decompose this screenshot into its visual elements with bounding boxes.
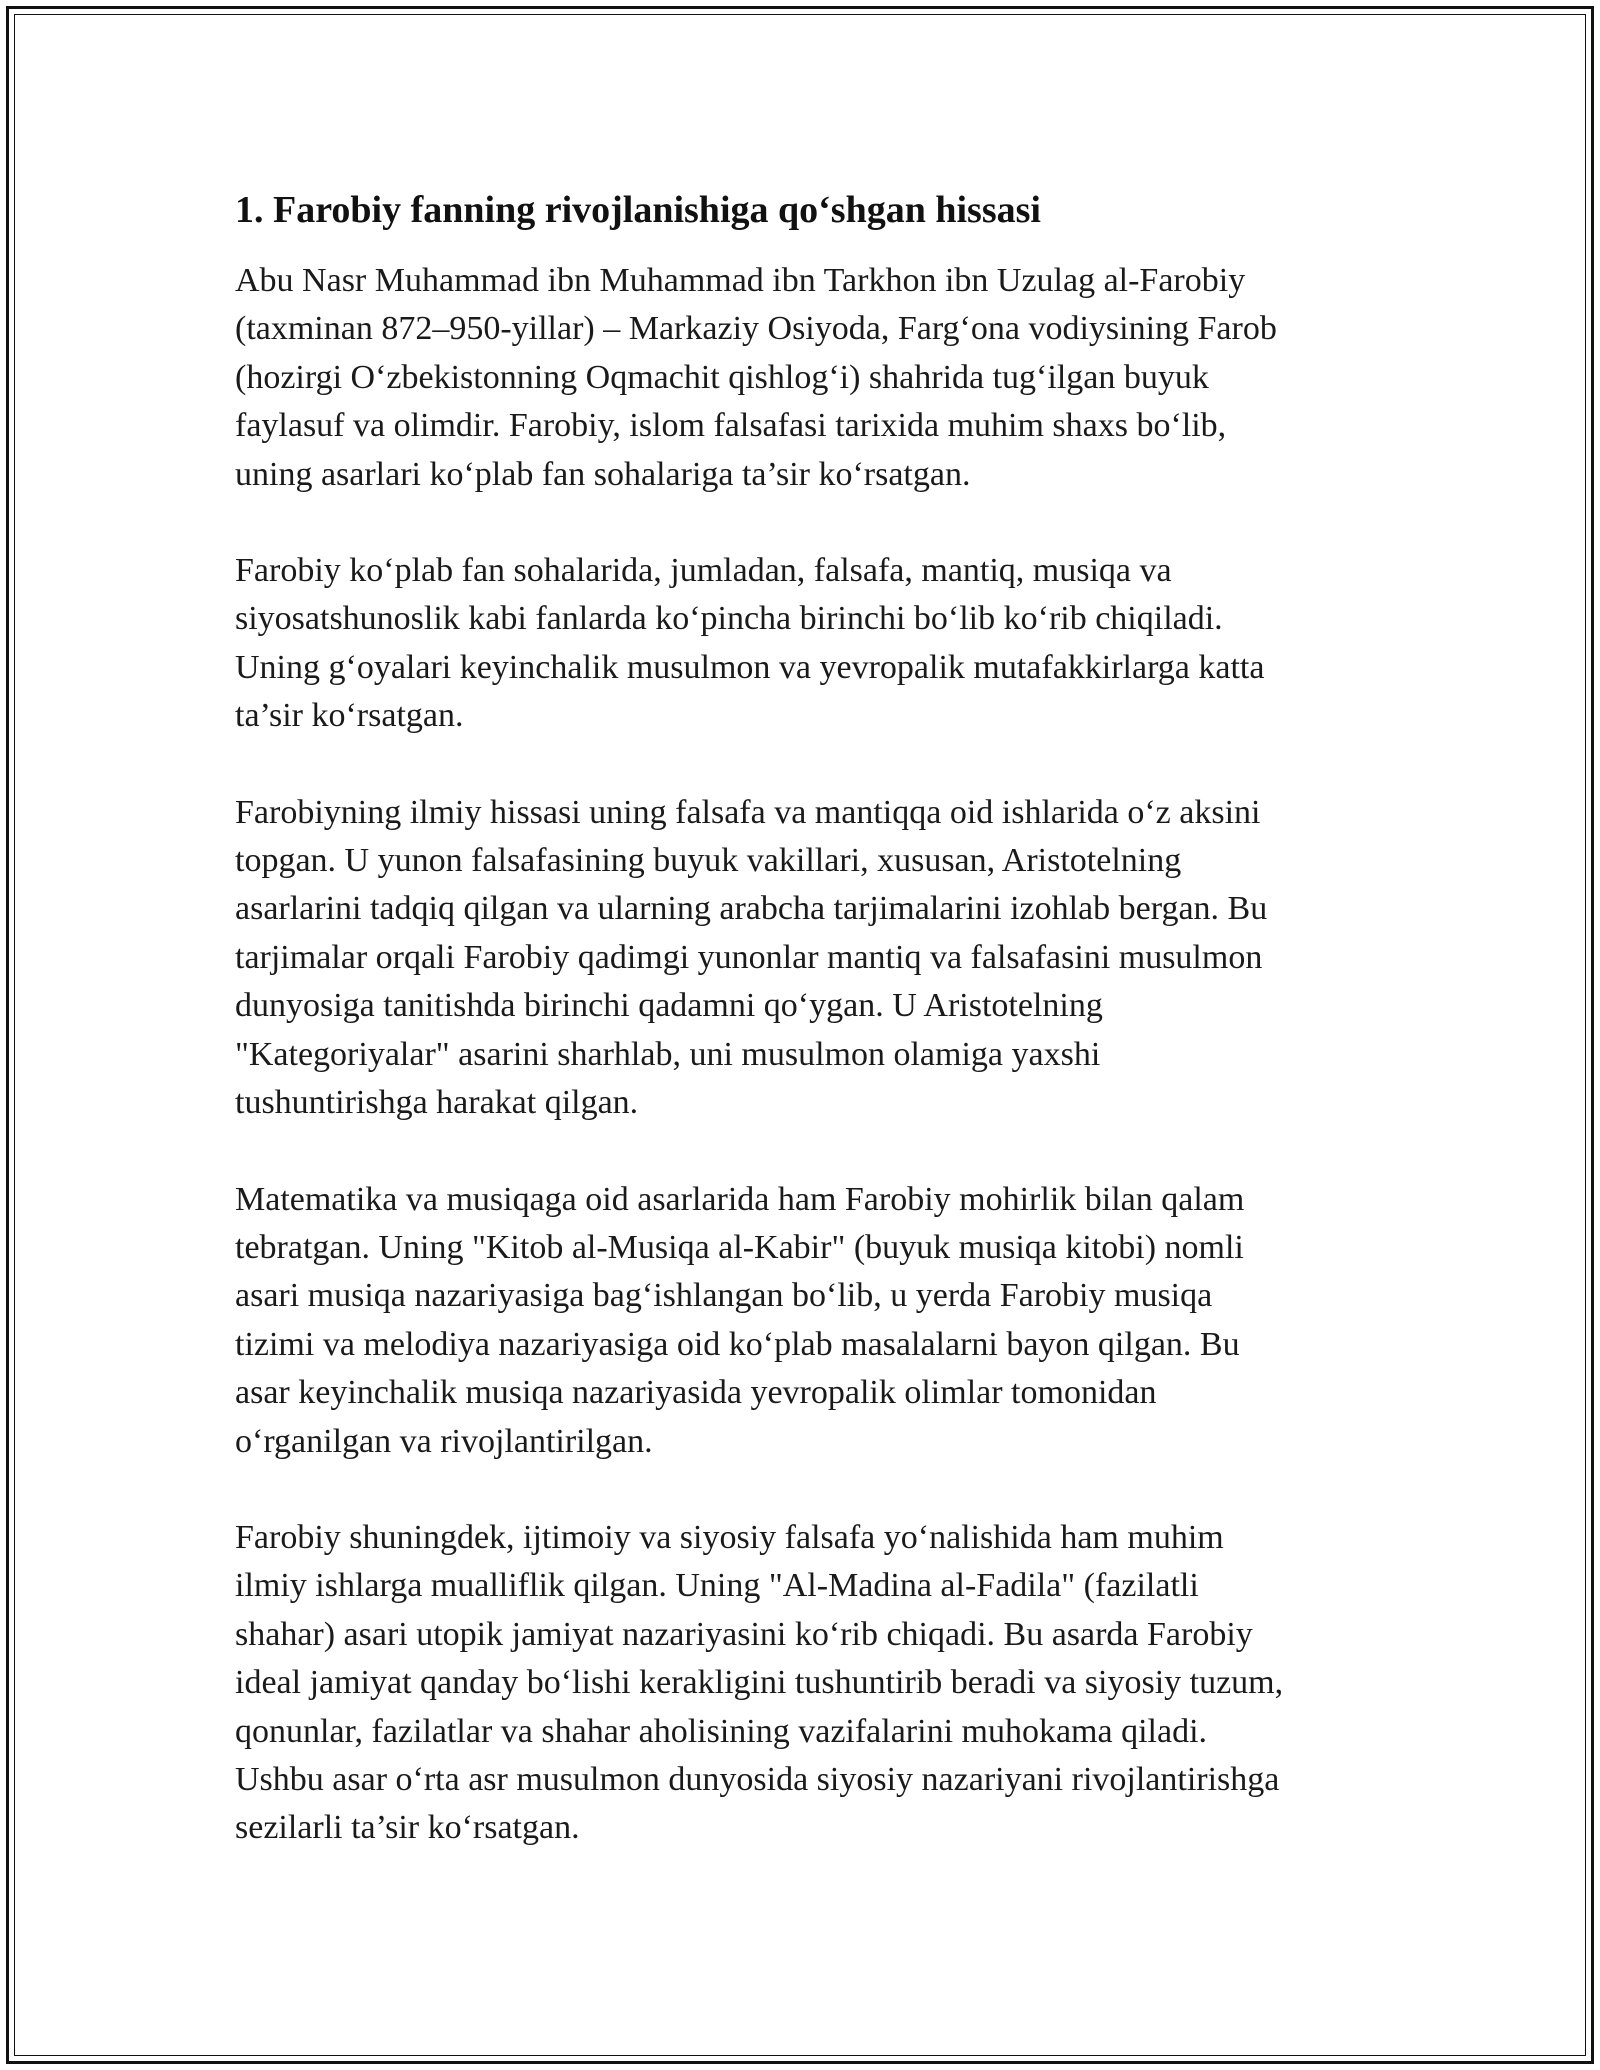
paragraph-line: shahar) asari utopik jamiyat nazariyasini ko‘rib chiqadi. Bu asarda Farobiy (235, 1615, 1253, 1653)
paragraph-line: Uning g‘oyalari keyinchalik musulmon va yevropalik mutafakkirlarga katta (235, 648, 1265, 686)
paragraph-3 (235, 789, 1370, 1128)
paragraph-line: siyosatshunoslik kabi fanlarda ko‘pincha birinchi bo‘lib ko‘rib chiqiladi. (235, 600, 1223, 638)
paragraph-line: asar keyinchalik musiqa nazariyasida yevropalik olimlar tomonidan (235, 1374, 1157, 1412)
paragraph-line: Farobiy shuningdek, ijtimoiy va siyosiy falsafa yo‘nalishida ham muhim (235, 1518, 1224, 1556)
paragraph-line: asarlarini tadqiq qilgan va ularning arabcha tarjimalarini izohlab bergan. Bu (235, 890, 1268, 928)
paragraph-line: ideal jamiyat qanday bo‘lishi kerakligini tushuntirib beradi va siyosiy tuzum, (235, 1664, 1284, 1702)
paragraph-1 (235, 257, 1370, 499)
paragraph-line: Ushbu asar o‘rta asr musulmon dunyosida siyosiy nazariyani rivojlantirishga (235, 1760, 1280, 1798)
paragraph-5 (235, 1514, 1370, 1853)
paragraph-4 (235, 1176, 1370, 1466)
paragraph-line: Abu Nasr Muhammad ibn Muhammad ibn Tarkhon ibn Uzulag al-Farobiy (235, 262, 1246, 299)
paragraph-line: Matematika va musiqaga oid asarlarida ham Farobiy mohirlik bilan qalam (235, 1180, 1245, 1218)
paragraph-line: tebratgan. Uning "Kitob al-Musiqa al-Kabir" (buyuk musiqa kitobi) nomli (235, 1228, 1244, 1266)
paragraph-line: asari musiqa nazariyasiga bag‘ishlangan bo‘lib, u yerda Farobiy musiqa (235, 1277, 1213, 1315)
paragraph-line: ta’sir ko‘rsatgan. (235, 697, 464, 735)
paragraph-line: topgan. U yunon falsafasining buyuk vakillari, xususan, Aristotelning (235, 842, 1182, 880)
paragraph-line: ilmiy ishlarga mualliflik qilgan. Uning "Al-Madina al-Fadila" (fazilatli (235, 1567, 1199, 1605)
paragraph-line: (taxminan 872–950-yillar) – Markaziy Osiyoda, Farg‘ona vodiysining Farob (235, 310, 1277, 348)
paragraph-line: tarjimalar orqali Farobiy qadimgi yunonlar mantiq va falsafasini musulmon (235, 938, 1263, 976)
paragraph-line: Farobiy ko‘plab fan sohalarida, jumladan, falsafa, mantiq, musiqa va (235, 552, 1172, 590)
paragraph-line: uning asarlari ko‘plab fan sohalariga ta’sir ko‘rsatgan. (235, 455, 971, 493)
paragraph-line: faylasuf va olimdir. Farobiy, islom falsafasi tarixida muhim shaxs bo‘lib, (235, 407, 1227, 445)
paragraph-line: "Kategoriyalar" asarini sharhlab, uni musulmon olamiga yaxshi (235, 1035, 1101, 1073)
paragraph-line: dunyosiga tanitishda birinchi qadamni qo‘ygan. U Aristotelning (235, 987, 1103, 1025)
paragraph-line: qonunlar, fazilatlar va shahar aholisining vazifalarini muhokama qiladi. (235, 1712, 1208, 1750)
document-body (235, 185, 1370, 1901)
section-heading: 1. Farobiy fanning rivojlanishiga qo‘shgan hissasi (235, 189, 1041, 231)
paragraph-line: (hozirgi O‘zbekistonning Oqmachit qishlog‘i) shahrida tug‘ilgan buyuk (235, 358, 1209, 396)
paragraph-line: Farobiyning ilmiy hissasi uning falsafa va mantiqqa oid ishlarida o‘z aksini (235, 793, 1261, 831)
paragraph-line: o‘rganilgan va rivojlantirilgan. (235, 1422, 653, 1460)
paragraph-line: tizimi va melodiya nazariyasiga oid ko‘plab masalalarni bayon qilgan. Bu (235, 1325, 1240, 1363)
paragraph-line: tushuntirishga harakat qilgan. (235, 1084, 639, 1122)
paragraph-2 (235, 547, 1370, 741)
paragraph-line: sezilarli ta’sir ko‘rsatgan. (235, 1809, 580, 1847)
